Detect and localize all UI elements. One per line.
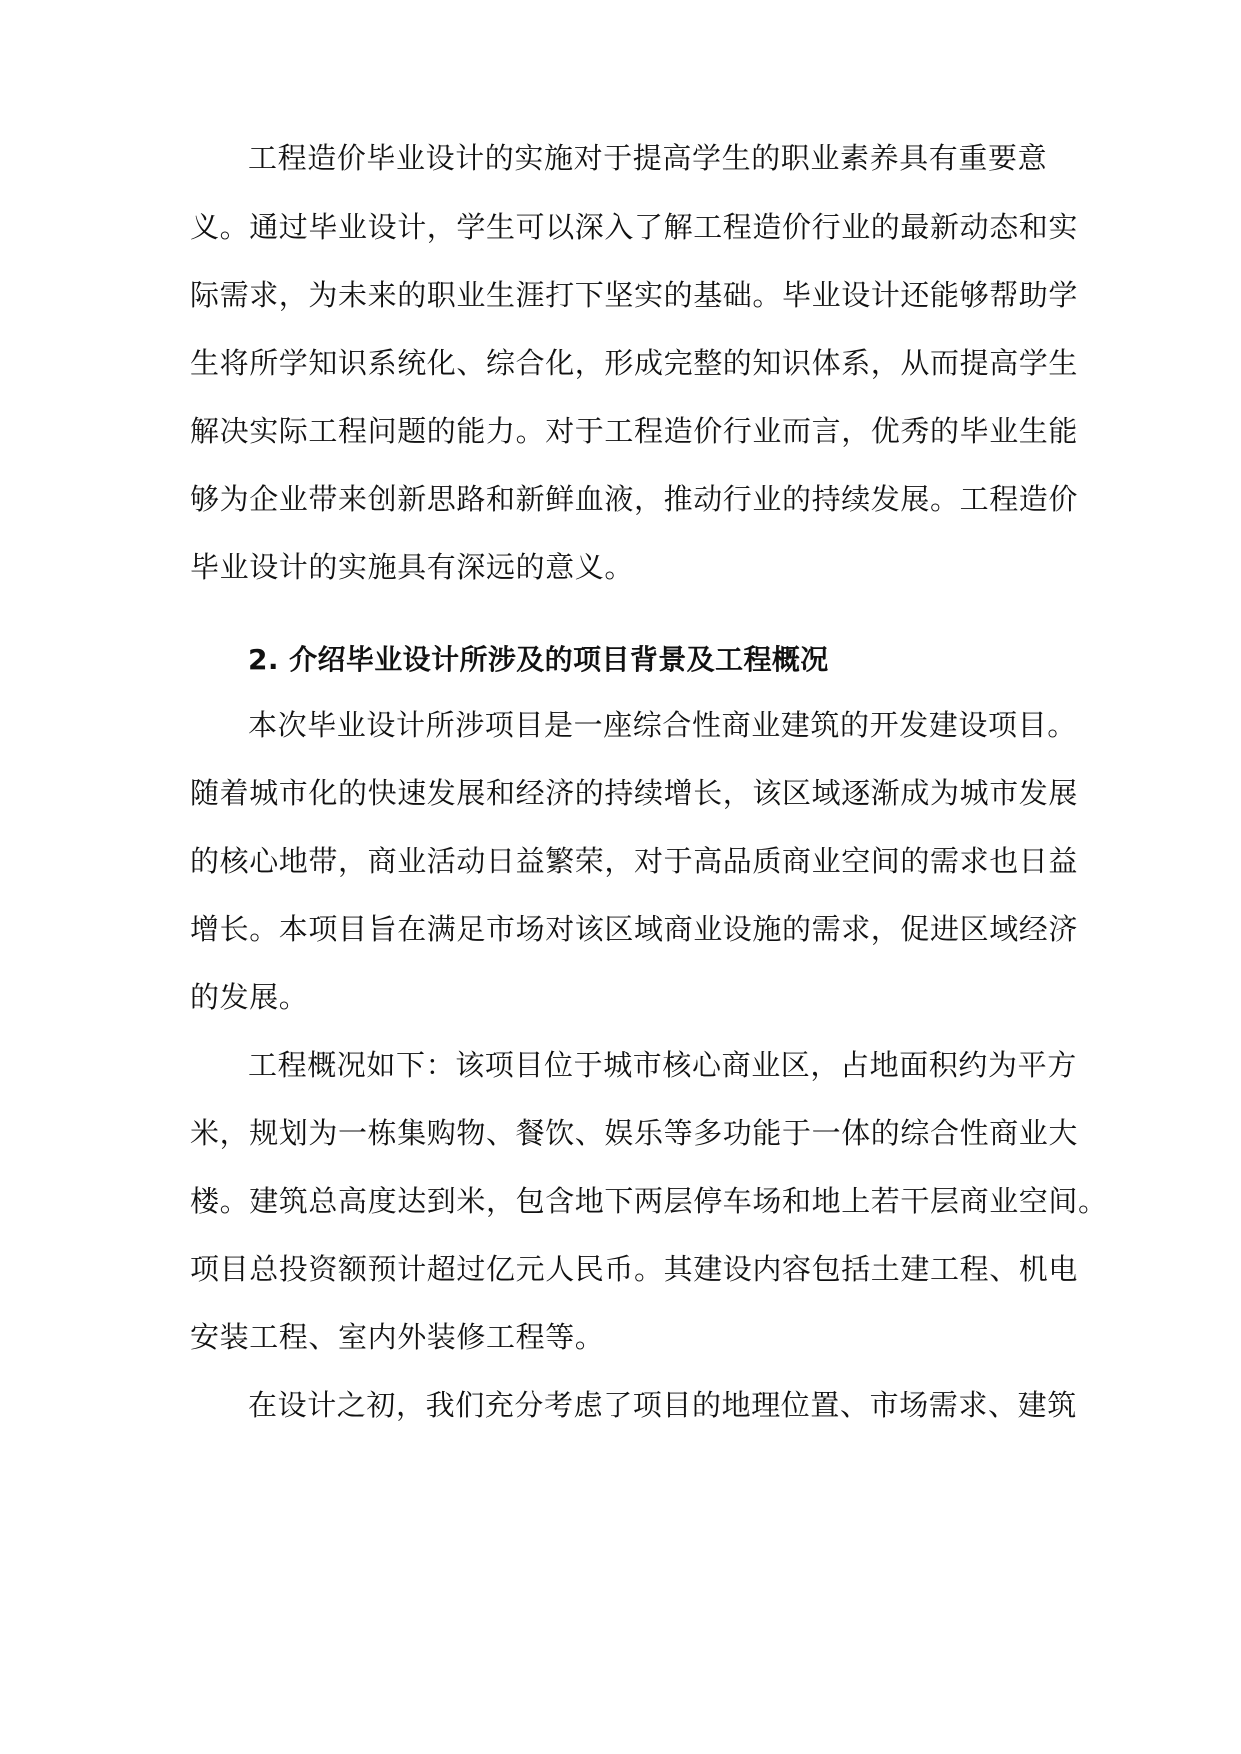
paragraph-line: 生将所学知识系统化、综合化，形成完整的知识体系，从而提高学生 (190, 346, 1079, 380)
paragraph-line: 楼。建筑总高度达到米，包含地下两层停车场和地上若干层商业空间。 (190, 1184, 1108, 1218)
paragraph-line: 够为企业带来创新思路和新鲜血液，推动行业的持续发展。工程造价 (190, 482, 1079, 516)
paragraph-line: 工程概况如下：该项目位于城市核心商业区，占地面积约为平方 (248, 1048, 1077, 1082)
paragraph-line: 际需求，为未来的职业生涯打下坚实的基础。毕业设计还能够帮助学 (190, 278, 1079, 312)
paragraph-line: 工程造价毕业设计的实施对于提高学生的职业素养具有重要意 (248, 141, 1048, 175)
paragraph-line: 解决实际工程问题的能力。对于工程造价行业而言，优秀的毕业生能 (190, 414, 1079, 448)
paragraph-line: 本次毕业设计所涉项目是一座综合性商业建筑的开发建设项目。 (248, 708, 1077, 742)
paragraph-line: 的核心地带，商业活动日益繁荣，对于高品质商业空间的需求也日益 (190, 844, 1079, 878)
paragraph-line: 米，规划为一栋集购物、餐饮、娱乐等多功能于一体的综合性商业大 (190, 1116, 1079, 1150)
paragraph-line: 毕业设计的实施具有深远的意义。 (190, 550, 635, 584)
paragraph-line: 项目总投资额预计超过亿元人民币。其建设内容包括土建工程、机电 (190, 1252, 1079, 1286)
paragraph-line: 随着城市化的快速发展和经济的持续增长，该区域逐渐成为城市发展 (190, 776, 1079, 810)
paragraph-line: 义。通过毕业设计，学生可以深入了解工程造价行业的最新动态和实 (190, 210, 1079, 244)
paragraph-line: 在设计之初，我们充分考虑了项目的地理位置、市场需求、建筑 (248, 1388, 1077, 1422)
paragraph-line: 的发展。 (190, 980, 309, 1014)
paragraph-line: 安装工程、室内外装修工程等。 (190, 1320, 605, 1354)
section-heading: 2. 介绍毕业设计所涉及的项目背景及工程概况 (248, 643, 829, 676)
paragraph-line: 增长。本项目旨在满足市场对该区域商业设施的需求，促进区域经济 (190, 912, 1079, 946)
